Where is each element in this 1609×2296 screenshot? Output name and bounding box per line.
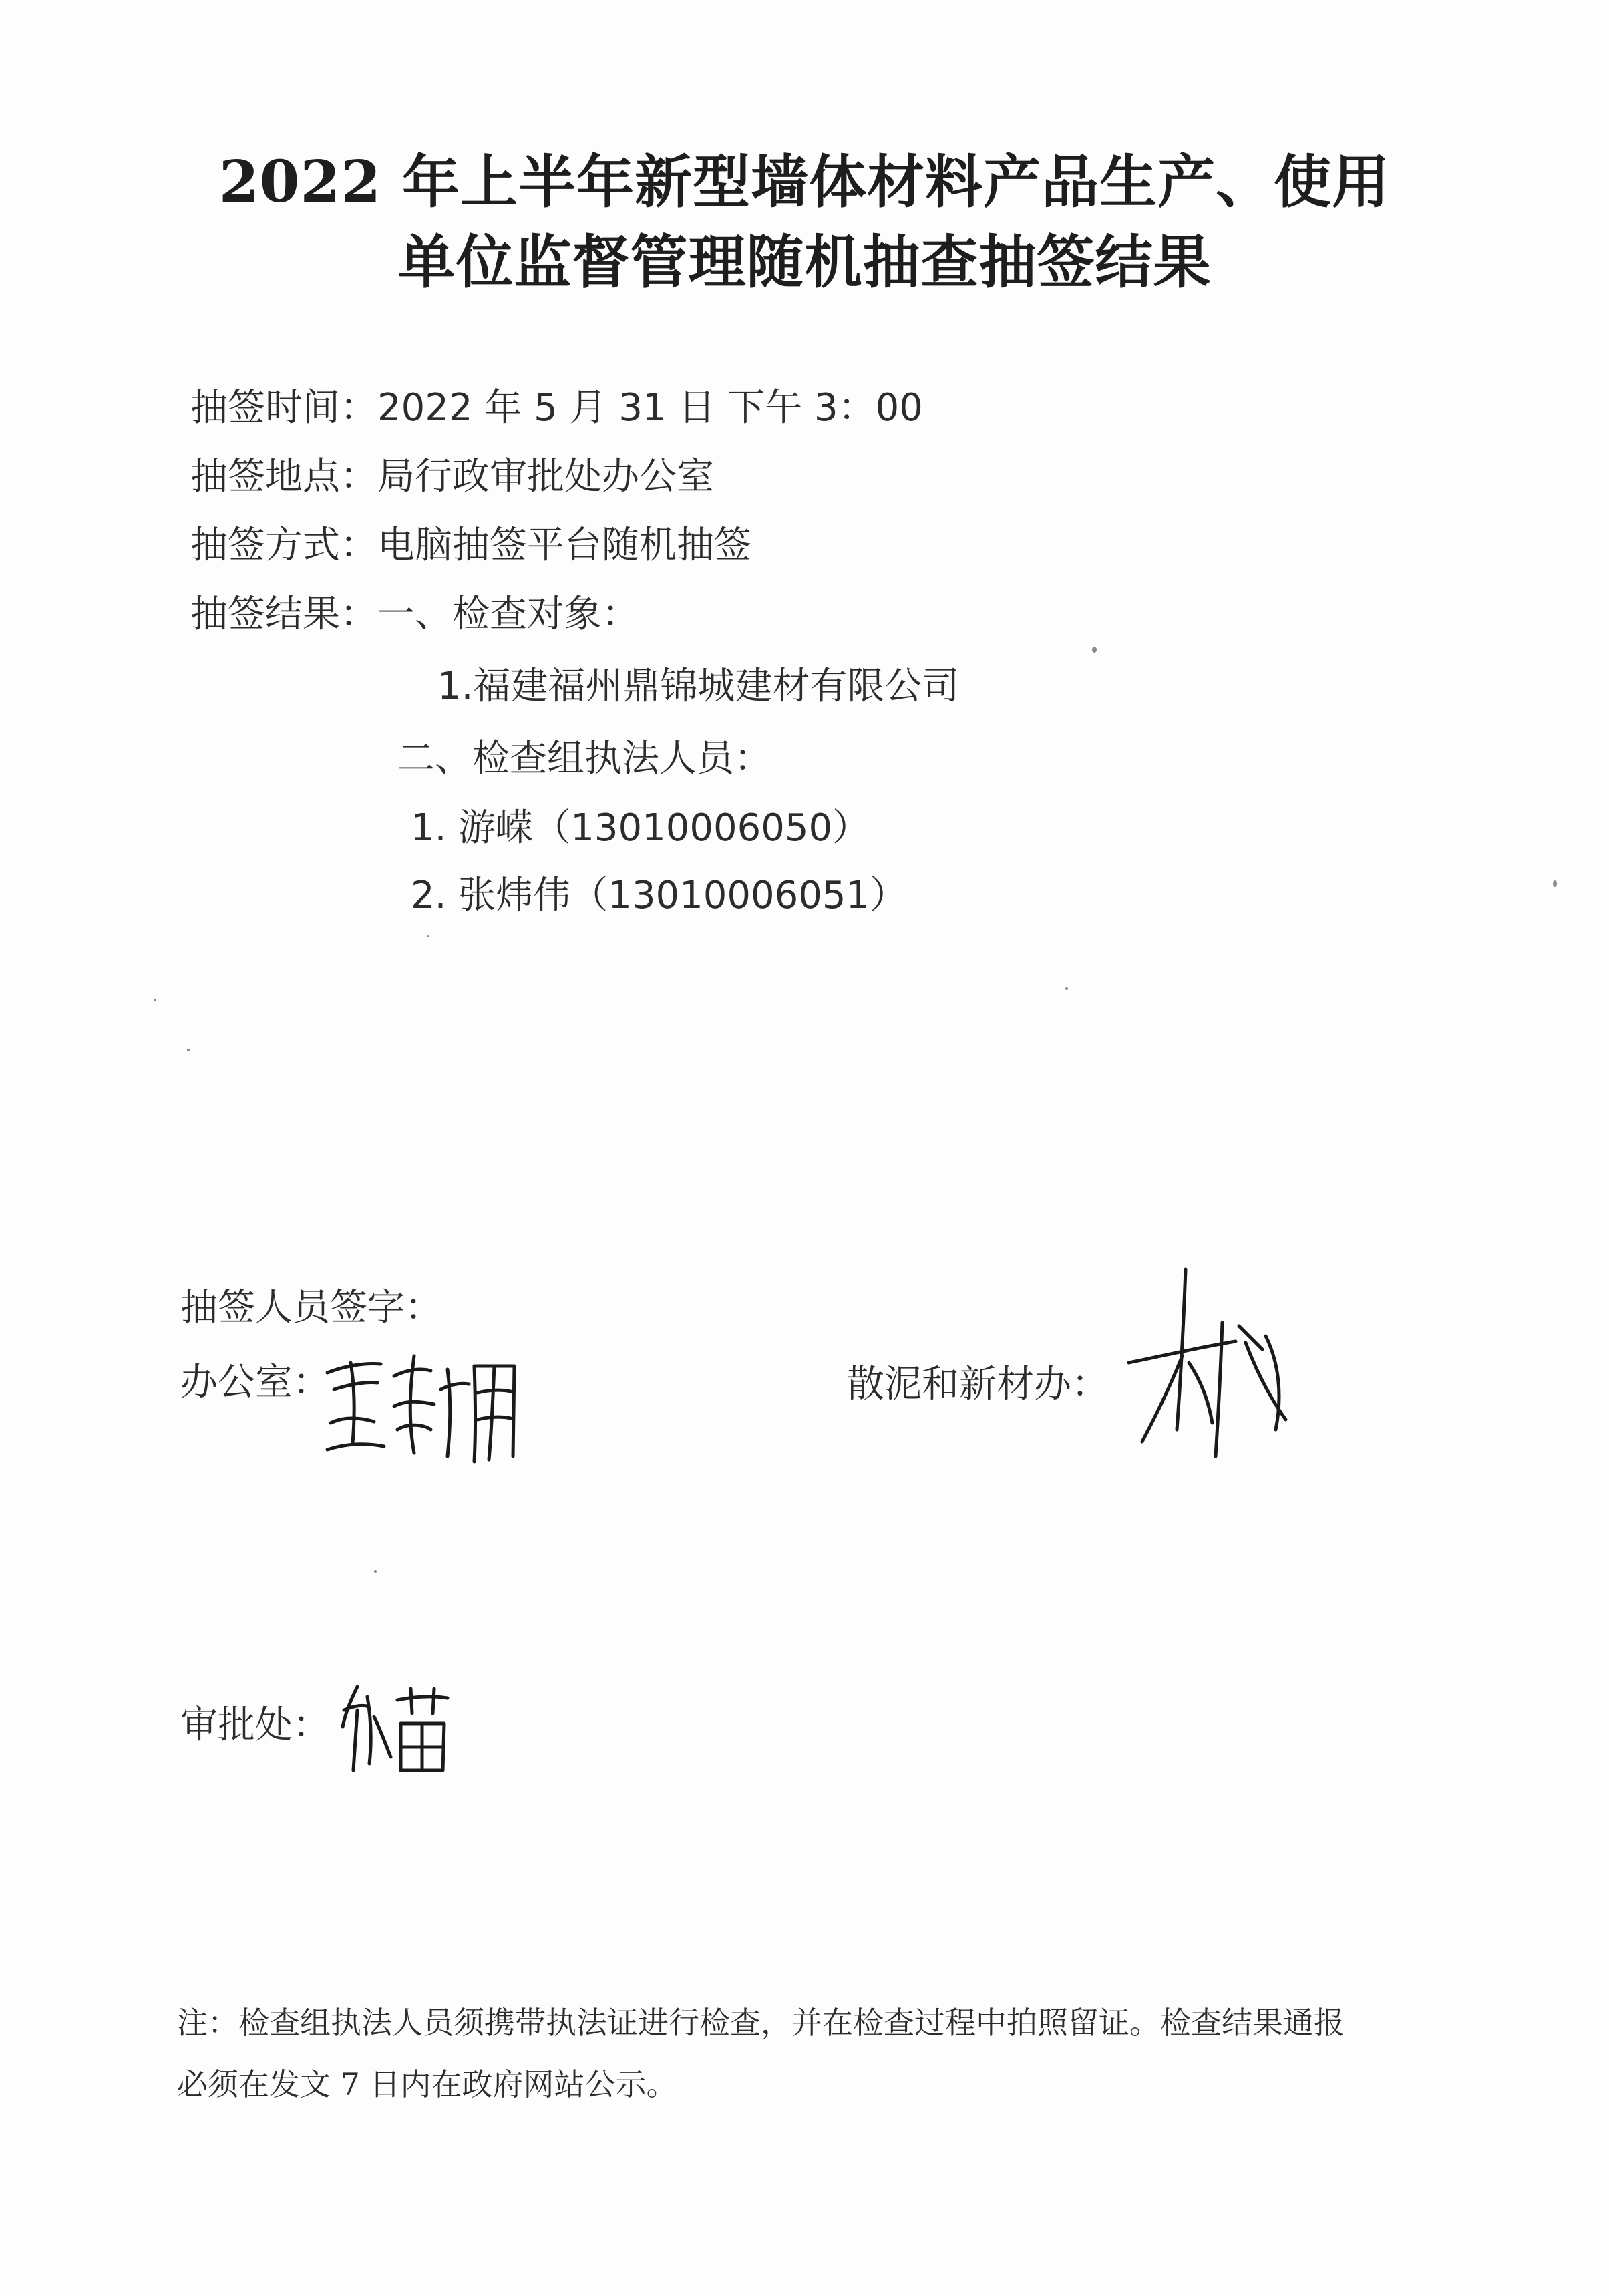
officer-item-2: 2. 张炜伟（13010006051） [411, 874, 908, 917]
draw-place-value: 局行政审批处办公室 [377, 455, 714, 498]
draw-time-value: 2022 年 5 月 31 日 下午 3：00 [377, 386, 923, 430]
draw-result-label: 抽签结果： [190, 593, 377, 636]
scan-speck [1553, 880, 1557, 887]
draw-time-label: 抽签时间： [190, 386, 377, 430]
office-handwritten-signature [314, 1343, 528, 1470]
materials-office-signature-label: 散泥和新材办： [847, 1363, 1109, 1406]
officer-item-1: 1. 游嵘（13010006050） [411, 806, 870, 850]
result-section-inspected: 一、检查对象： [377, 593, 639, 636]
draw-time-row [190, 386, 923, 430]
office-signature-label: 办公室： [180, 1361, 330, 1404]
approval-handwritten-signature [337, 1677, 458, 1777]
draw-result-row [190, 593, 639, 636]
scan-speck [187, 1049, 190, 1051]
draw-place-label: 抽签地点： [190, 455, 377, 498]
inspected-company: 1.福建福州鼎锦城建材有限公司 [437, 665, 960, 708]
document-title-line-2: 单位监督管理随机抽查抽签结果 [397, 228, 1212, 296]
approval-signature-label: 审批处： [180, 1703, 330, 1747]
scan-speck [427, 935, 429, 937]
scan-speck [374, 1570, 377, 1573]
draw-method-row [190, 524, 751, 567]
draw-method-label: 抽签方式： [190, 524, 377, 567]
scan-speck [154, 999, 156, 1001]
signature-heading: 抽签人员签字： [180, 1286, 442, 1329]
document-title-line-1: 2022 年上半年新型墙体材料产品生产、使用 [218, 148, 1391, 216]
note-line-2: 必须在发文 7 日内在政府网站公示。 [177, 2066, 677, 2102]
note-line-1: 注：检查组执法人员须携带执法证进行检查，并在检查过程中拍照留证。检查结果通报 [177, 2005, 1345, 2041]
scan-speck [1065, 987, 1068, 990]
materials-office-handwritten-signature [1122, 1263, 1302, 1470]
result-section-officers: 二、检查组执法人员： [397, 737, 771, 780]
scan-speck [1092, 647, 1097, 653]
draw-method-value: 电脑抽签平台随机抽签 [377, 524, 751, 567]
draw-place-row [190, 455, 714, 498]
